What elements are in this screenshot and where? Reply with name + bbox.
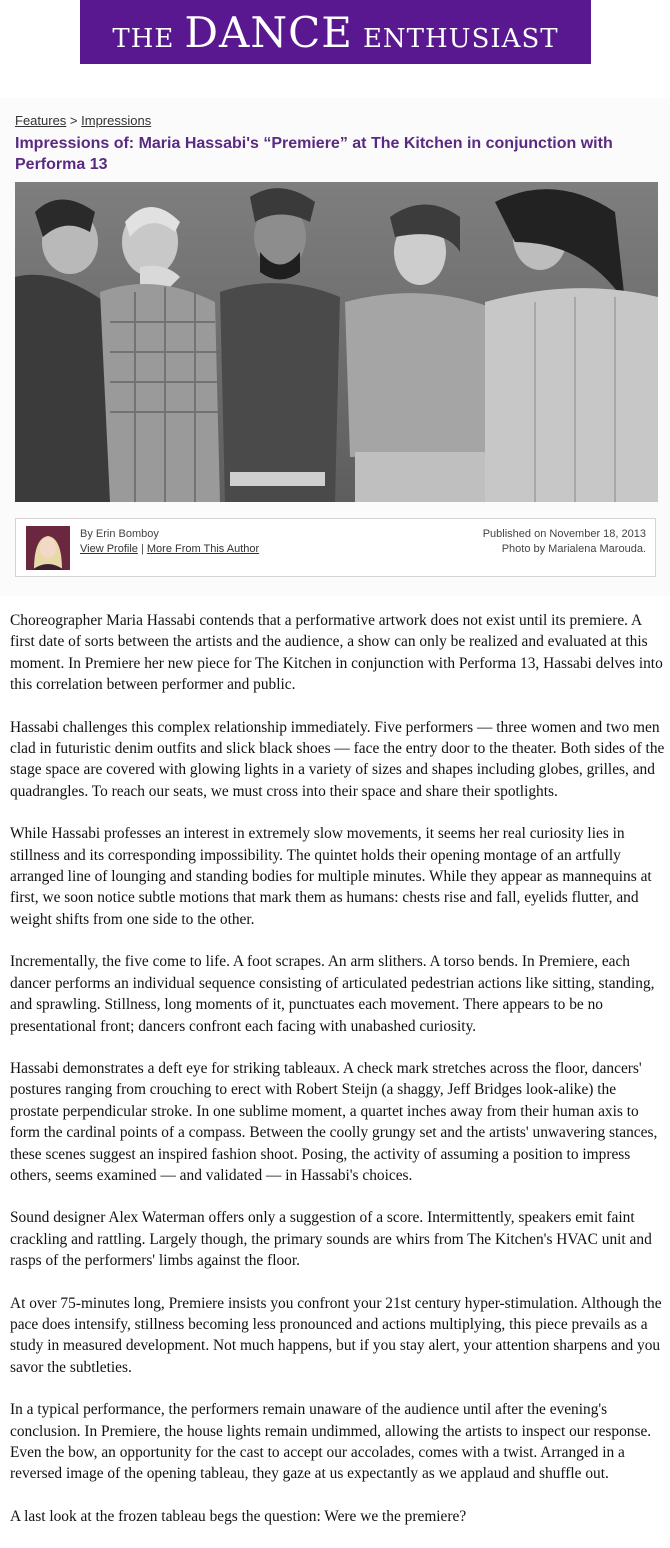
photo-credit: Photo by Marialena Marouda. bbox=[501, 543, 646, 555]
article-paragraph: Hassabi challenges this complex relationship immediately. Five performers — three women and two men clad in futuristic denim outfits and slick black shoes — face the entry door to the theater. Both sides of the stage space are covered with glowing lights in a variety of sizes and shapes including globes, grilles, and quadrangles. To reach our seats, we must cross into their space and share their spotlights. bbox=[10, 718, 665, 800]
article-paragraph: In a typical performance, the performers remain unaware of the audience until after the evening's conclusion. In Premiere, the house lights remain undimmed, allowing the artists to inspect our response. Even the bow, an opportunity for the cast to accept our accolades, comes with a twist. Arranged in a reversed image of the opening tableau, they gaze at us expectantly as we applaud and shuffle out. bbox=[10, 1401, 652, 1483]
breadcrumb-features-link[interactable]: Features bbox=[15, 113, 67, 128]
article-paragraph: At over 75-minutes long, Premiere insists you confront your 21st century hyper-stimulation. Although the pace does intensify, stillness becoming less pronounced and actions multiplying, this piece prevails as a study in measured development. Not much happens, but if you stay alert, your attention sharpens and you savor the subtleties. bbox=[10, 1294, 662, 1376]
author-name: By Erin Bomboy bbox=[80, 528, 159, 540]
dancers-photo-illustration bbox=[15, 182, 658, 502]
article-paragraph: While Hassabi professes an interest in extremely slow movements, it seems her real curiosity lies in stillness and its corresponding impossibility. The quintet holds their opening montage of an artfully arranged line of lounging and standing bodies for multiple minutes. While they appear as mannequins at first, we soon notice subtle motions that mark them as humans: chests rise and fall, eyelids flutter, and weight shifts from one side to the other. bbox=[10, 825, 652, 928]
logo-word-the: THE bbox=[112, 23, 175, 54]
article-paragraph: Incrementally, the five come to life. A foot scrapes. An arm slithers. A torso bends. In Premiere, each dancer performs an individual sequence consisting of articulated pedestrian actions like sitting, standing, and sprawling. Stillness, long moments of it, punctuates each movement. There appears to be no presentational front; dancers confront each facing with unabashed curiosity. bbox=[10, 953, 655, 1035]
article-title: Impressions of: Maria Hassabi's “Premiere” at The Kitchen in conjunction with Performa 13 bbox=[15, 135, 613, 173]
author-byline bbox=[80, 527, 259, 557]
breadcrumb-separator: > bbox=[66, 113, 82, 128]
site-logo-banner[interactable] bbox=[80, 0, 591, 64]
view-profile-link[interactable]: View Profile bbox=[80, 543, 138, 555]
breadcrumb bbox=[15, 113, 151, 128]
author-avatar[interactable] bbox=[26, 526, 70, 570]
logo-word-dance: DANCE bbox=[184, 7, 353, 57]
logo-word-enthusiast: ENTHUSIAST bbox=[362, 23, 559, 54]
breadcrumb-impressions-link[interactable]: Impressions bbox=[81, 113, 152, 128]
more-from-author-link[interactable]: More From This Author bbox=[146, 543, 260, 555]
article-paragraph: Hassabi demonstrates a deft eye for striking tableaux. A check mark stretches across the floor, dancers' postures ranging from crouching to erect with Robert Steijn (a shaggy, Jeff Bridges look-alike) the prostate perpendicular stroke. In one sublime moment, a quartet inches away from their human axis to form the cardinal points of a compass. Between the coolly grungy set and the artists' unwavering stances, these scenes suggest an inspired fashion shoot. Posing, the activity of assuming a position to impress others, seems examined — and validated — in Hassabi's choices. bbox=[10, 1059, 658, 1184]
publication-info bbox=[483, 527, 646, 557]
article-body bbox=[10, 610, 668, 1548]
author-link-divider: | bbox=[137, 543, 147, 555]
site-logo bbox=[112, 8, 558, 57]
published-date: Published on November 18, 2013 bbox=[482, 528, 646, 540]
article-paragraph: Choreographer Maria Hassabi contends that a performative artwork does not exist until its premiere. A first date of sorts between the artists and the audience, a show can only be realized and evaluated at this moment. In Premiere her new piece for The Kitchen in conjunction with Performa 13, Hassabi delves into this correlation between performer and public. bbox=[10, 612, 663, 694]
article-paragraph: A last look at the frozen tableau begs the question: Were we the premiere? bbox=[10, 1507, 467, 1525]
article-paragraph: Sound designer Alex Waterman offers only a suggestion of a score. Intermittently, speakers emit faint crackling and rattling. Largely though, the primary sounds are whirs from The Kitchen's HVAC unit and rasps of the performers' limbs against the floor. bbox=[10, 1209, 652, 1270]
author-links bbox=[80, 542, 259, 557]
author-avatar-image bbox=[26, 526, 70, 570]
article-photo bbox=[15, 182, 658, 502]
author-info-box bbox=[15, 518, 656, 577]
